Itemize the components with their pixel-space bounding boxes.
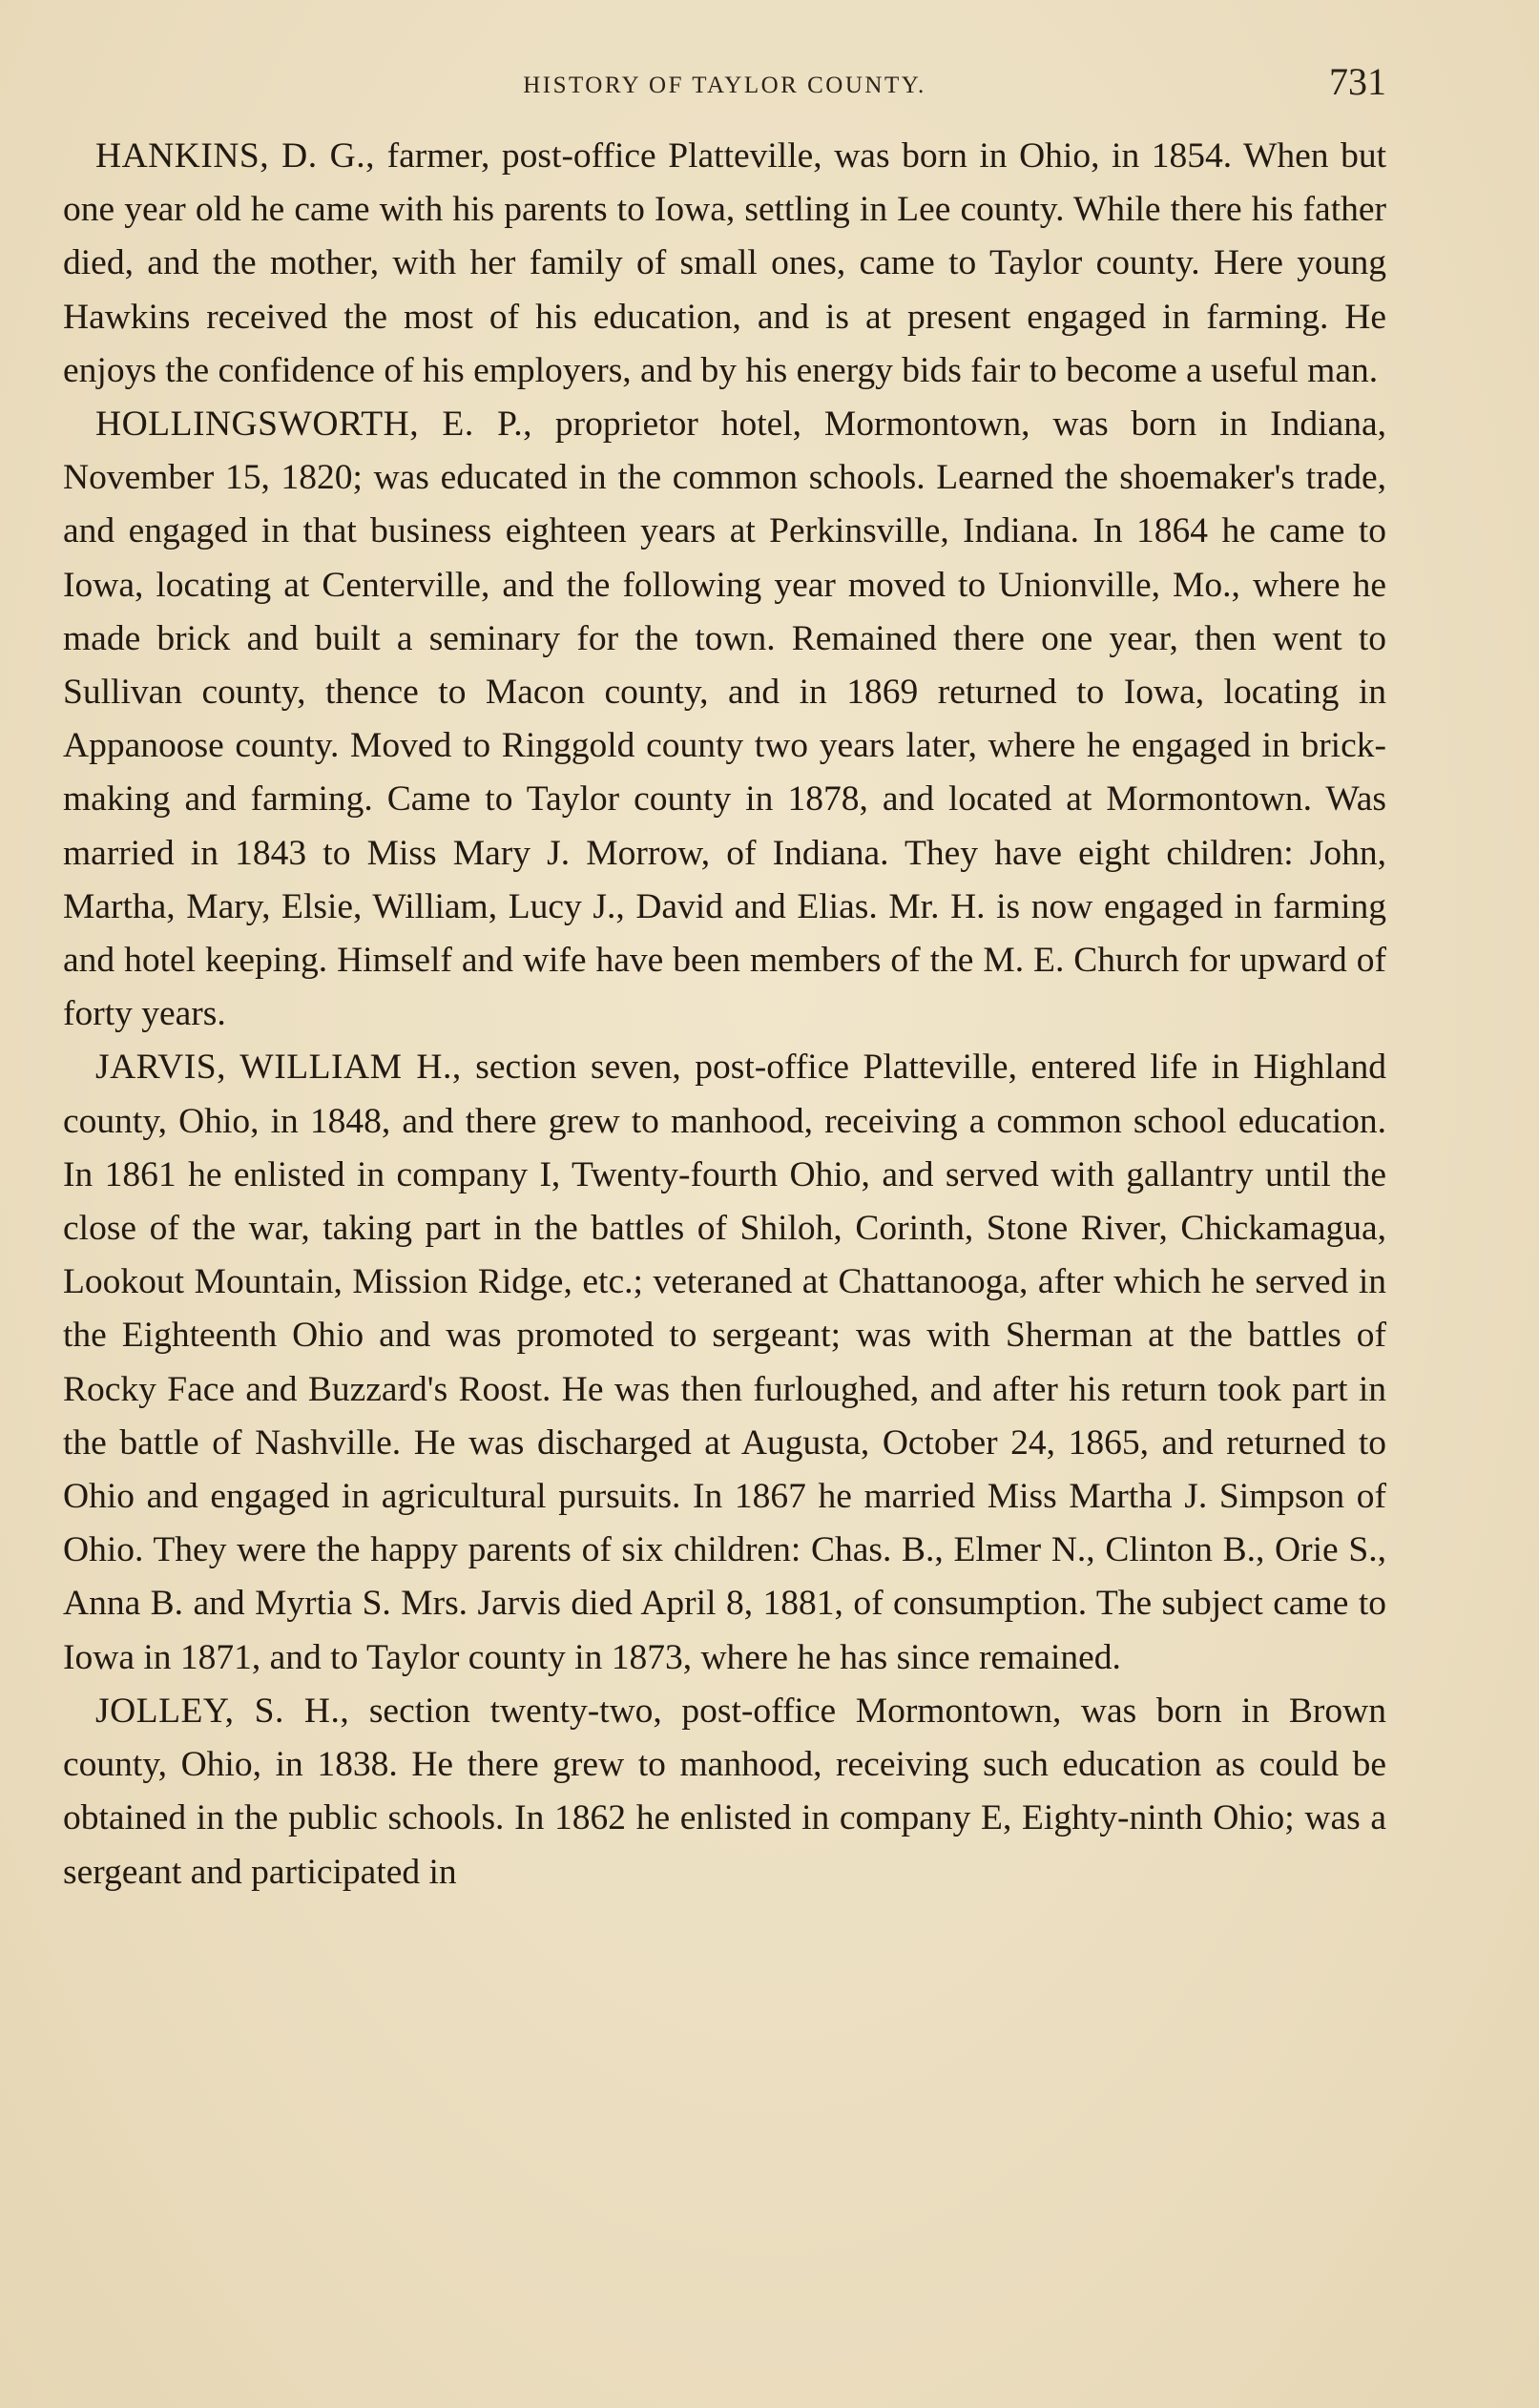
entry-jolley (63, 1685, 1386, 1899)
page-number: 731 (1329, 60, 1386, 103)
entry-text: section seven, post-office Platteville, entered life in Highland county, Ohio, in 1848, and there grew to manhood, receiving a common school education. In 1861 he enlisted in company I, Twenty-fourth Ohio, and served with gallantry until the close of the war, taking part in the battles of Shiloh, Corinth, Stone River, Chickamagua, Lookout Mountain, Mission Ridge, etc.; veteraned at Chattanooga, after which he served in the Eighteenth Ohio and was promoted to sergeant; was with Sherman at the battles of Rocky Face and Buzzard's Roost. He was then furloughed, and after his return took part in the battle of Nashville. He was discharged at Augusta, October 24, 1865, and returned to Ohio and engaged in agricultural pursuits. In 1867 he married Miss Martha J. Simpson of Ohio. They were the happy parents of six children: Chas. B., Elmer N., Clinton B., Orie S., Anna B. and Myrtia S. Mrs. Jarvis died April 8, 1881, of consumption. The subject came to Iowa in 1871, and to Taylor county in 1873, where he has since remained. (63, 1048, 1387, 1677)
entry-text: proprietor hotel, Mormontown, was born in Indiana, November 15, 1820; was educated in the common schools. Learned the shoemaker's trade, and engaged in that business eighteen years at Perkinsville, Indiana. In 1864 he came to Iowa, locating at Centerville, and the following year moved to Unionville, Mo., where he made brick and built a seminary for the town. Remained there one year, then went to Sullivan county, thence to Macon county, and in 1869 returned to Iowa, locating in Appanoose county. Moved to Ringgold county two years later, where he engaged in brick-making and farming. Came to Taylor county in 1878, and located at Mormontown. Was married in 1843 to Miss Mary J. Morrow, of Indiana. They have eight children: John, Martha, Mary, Elsie, William, Lucy J., David and Elias. Mr. H. is now engaged in farming and hotel keeping. Himself and wife have been members of the M. E. Church for upward of forty years. (63, 405, 1386, 1034)
entry-name: HANKINS, D. G., (95, 136, 376, 176)
entry-hollingsworth (63, 398, 1386, 1041)
entry-text: farmer, post-office Platteville, was born in Ohio, in 1854. When but one year old he came with his parents to Iowa, settling in Lee county. While there his father died, and the mother, with her family of small ones, came to Taylor county. Here young Hawkins received the most of his education, and is at present engaged in farming. He enjoys the confidence of his employers, and by his energy bids fair to become a useful man. (63, 136, 1386, 390)
running-head (63, 59, 1386, 113)
biography-text (63, 130, 1386, 1899)
entry-name: JARVIS, WILLIAM H., (95, 1048, 462, 1088)
entry-name: JOLLEY, S. H., (95, 1691, 350, 1731)
entry-name: HOLLINGSWORTH, E. P., (95, 405, 533, 445)
entry-hankins (63, 130, 1386, 398)
running-title: HISTORY OF TAYLOR COUNTY. (523, 73, 926, 98)
entry-jarvis (63, 1041, 1386, 1684)
entry-text: section twenty-two, post-office Mormontown, was born in Brown county, Ohio, in 1838. He there grew to manhood, receiving such education as could be obtained in the public schools. In 1862 he enlisted in company E, Eighty-ninth Ohio; was a sergeant and participated in (63, 1691, 1386, 1892)
